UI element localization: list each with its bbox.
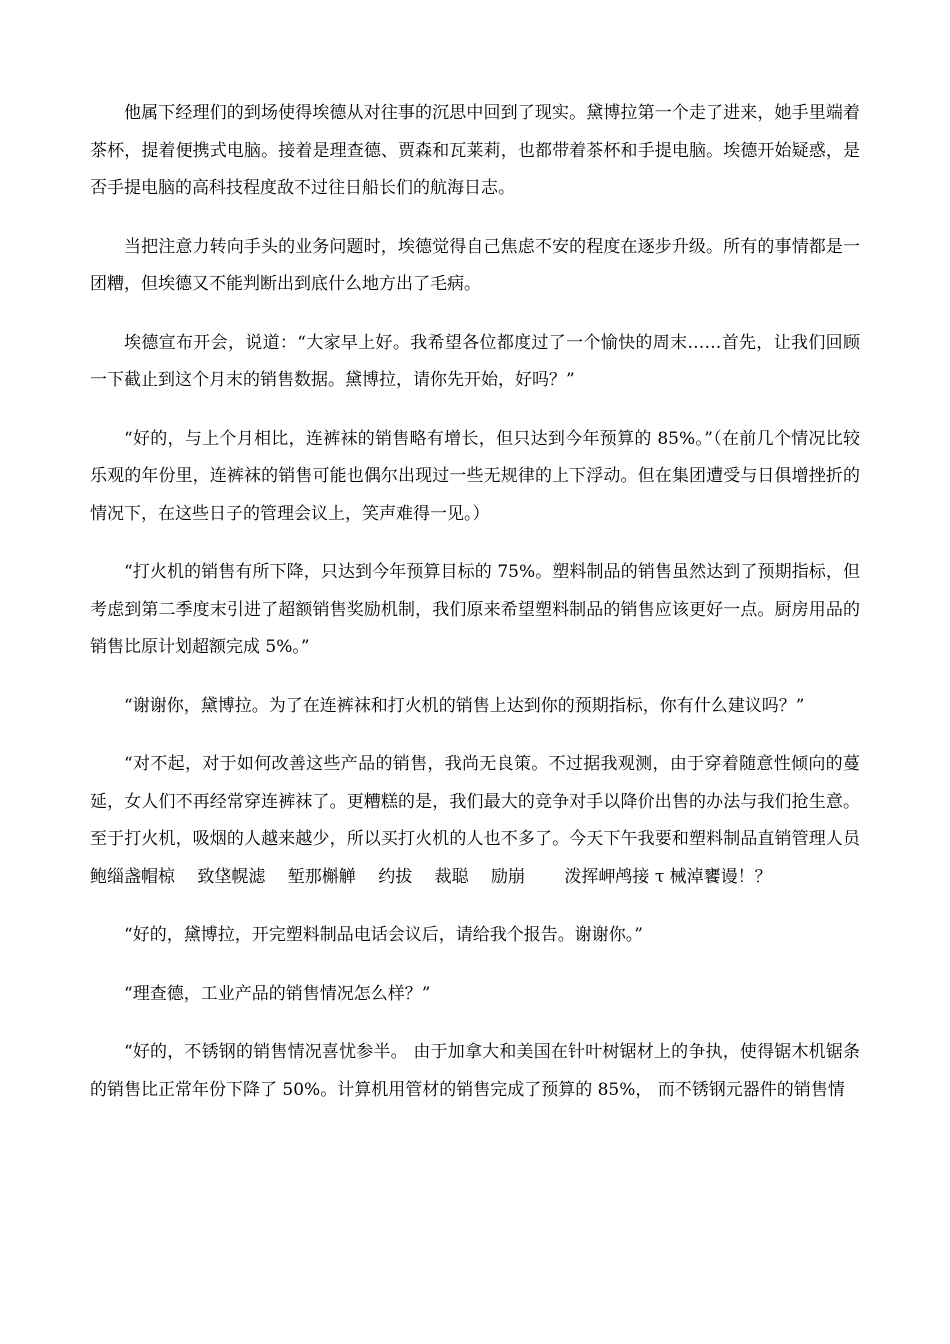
document-page (90, 95, 883, 1130)
paragraph-8: “好的，黛博拉，开完塑料制品电话会议后，请给我个报告。谢谢你。” (124, 925, 643, 945)
paragraph-6: “谢谢你，黛博拉。为了在连裤袜和打火机的销售上达到你的预期指标，你有什么建议吗？” (124, 695, 805, 716)
paragraph-7: “对不起，对于如何改善这些产品的销售，我尚无良策。不过据我观测，由于穿着随意性倾向的蔓延，女人们不再经常穿连裤袜了。更糟糕的是，我们最大的竞争对手以降价出售的办法与我们抢生意。至于打火机，吸烟的人越来越少，所以买打火机的人也不多了。今天下午我要和塑料制品直销管理人员 鲍缁盏帽椋 致垡幌滤 堑那槲觯 约拔 裁聪 励崩 泼挥岬鸬接 τ 械淖饔谩！？ (90, 754, 883, 887)
paragraph-10: “好的，不锈钢的销售情况喜忧参半。 由于加拿大和美国在针叶树锯材上的争执，使得锯木机锯条的销售比正常年份下降了 50%。计算机用管材的销售完成了预算的 85%， 而不锈钢元器件的销售情 (90, 1042, 860, 1100)
paragraph-1: 他属下经理们的到场使得埃德从对往事的沉思中回到了现实。黛博拉第一个走了进来，她手里端着茶杯，提着便携式电脑。接着是理查德、贾森和瓦莱莉，也都带着茶杯和手提电脑。埃德开始疑惑，是否手提电脑的高科技程度敌不过往日船长们的航海日志。 (90, 103, 860, 198)
paragraph-4: “好的，与上个月相比，连裤袜的销售略有增长，但只达到今年预算的 85%。”（在前几个情况比较乐观的年份里，连裤袜的销售可能也偶尔出现过一些无规律的上下浮动。但在集团遭受与日俱增挫折的情况下，在这些日子的管理会议上，笑声难得一见。） (90, 428, 860, 524)
paragraph-9: “理查德，工业产品的销售情况怎么样？” (124, 983, 431, 1004)
paragraph-2: 当把注意力转向手头的业务问题时，埃德觉得自己焦虑不安的程度在逐步升级。所有的事情都是一团糟，但埃德又不能判断出到底什么地方出了毛病。 (90, 236, 860, 294)
paragraph-3: 埃德宣布开会，说道：“大家早上好。我希望各位都度过了一个愉快的周末……首先，让我们回顾一下截止到这个月末的销售数据。黛博拉，请你先开始，好吗？” (90, 332, 860, 390)
paragraph-5: “打火机的销售有所下降，只达到今年预算目标的 75%。塑料制品的销售虽然达到了预期指标，但考虑到第二季度末引进了超额销售奖励机制，我们原来希望塑料制品的销售应该更好一点。厨房用品的销售比原计划超额完成 5%。” (90, 562, 860, 657)
